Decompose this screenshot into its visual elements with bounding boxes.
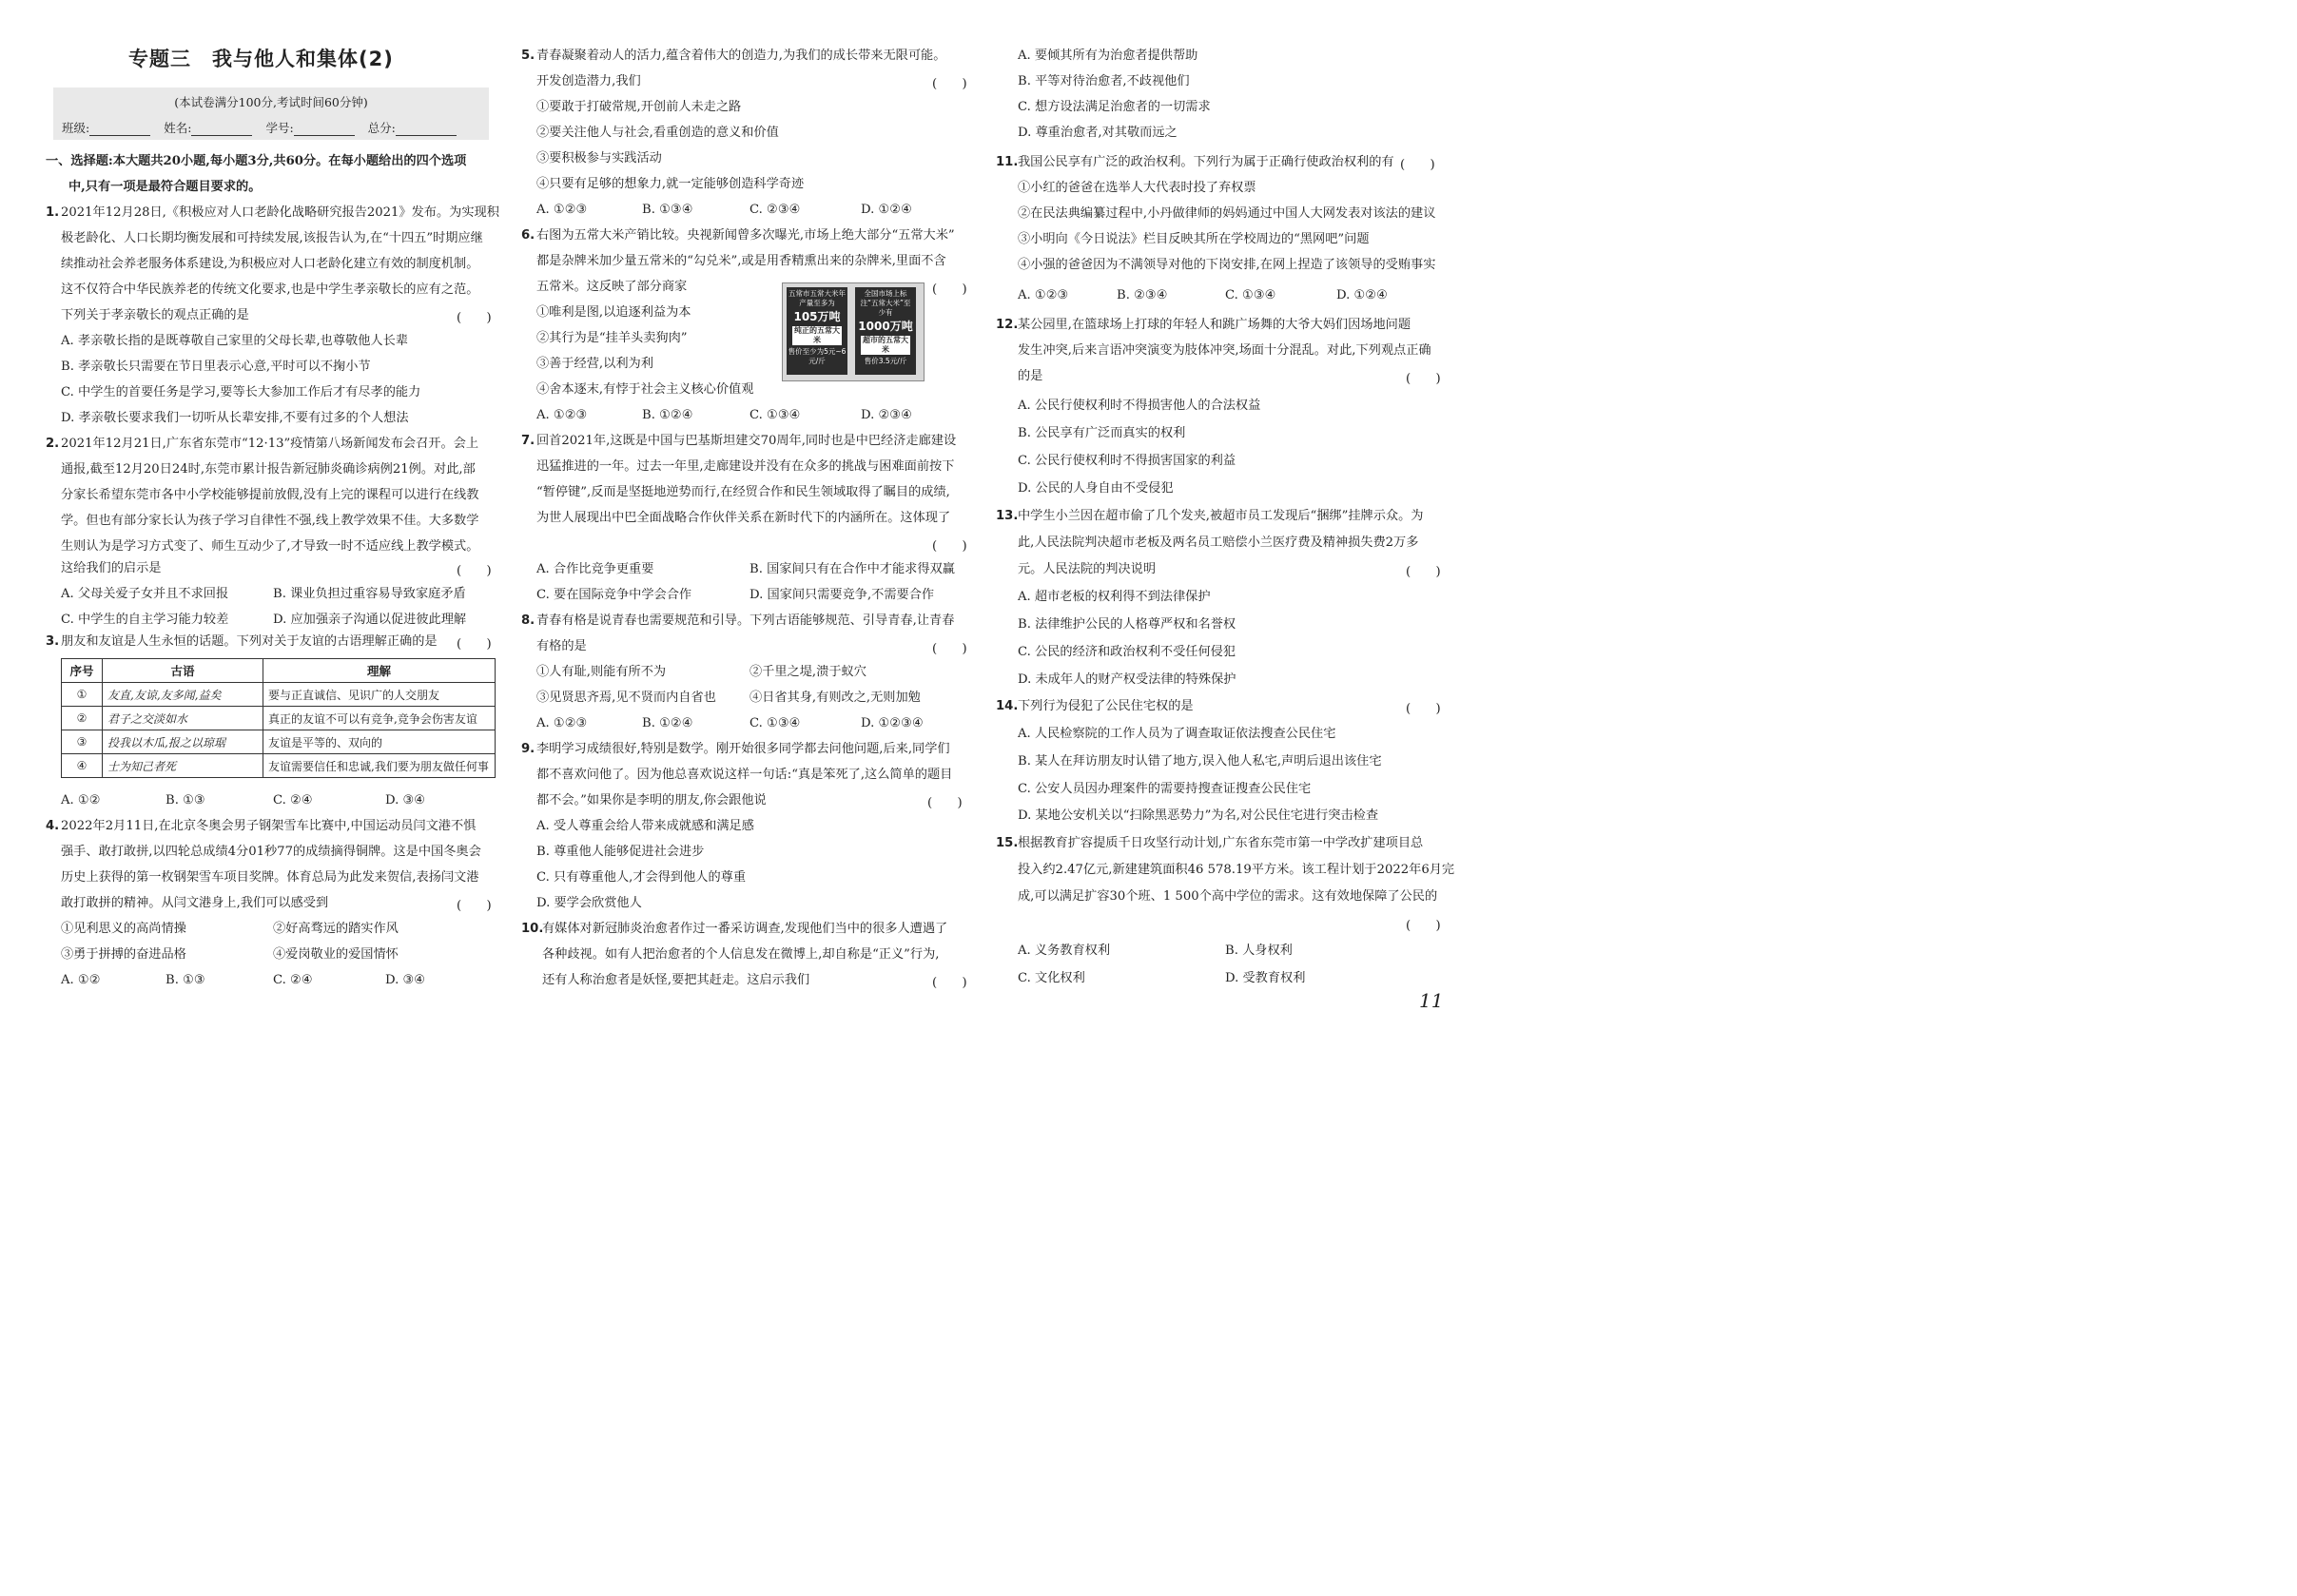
question-stem-line: 有媒体对新冠肺炎治愈者作过一番采访调查,发现他们当中的很多人遭遇了 bbox=[542, 922, 948, 936]
page-title: 专题三 我与他人和集体(2) bbox=[128, 48, 394, 70]
option[interactable]: A. ①②③ bbox=[536, 716, 588, 730]
table-row bbox=[62, 730, 496, 754]
question-stem-line: 青春凝聚着动人的活力,蕴含着伟大的创造力,为我们的成长带来无限可能。 bbox=[536, 49, 946, 63]
question-stem-line: 续推动社会养老服务体系建设,为积极应对人口老龄化建立有效的制度机制。 bbox=[61, 257, 479, 271]
section-heading: 一、选择题:本大题共20小题,每小题3分,共60分。在每小题给出的四个选项 bbox=[46, 154, 467, 168]
option[interactable]: A. 公民行使权利时不得损害他人的合法权益 bbox=[1018, 399, 1261, 413]
figure-right-panel bbox=[855, 287, 916, 375]
question-stem-line: 敢打敢拼的精神。从闫文港身上,我们可以感受到 bbox=[61, 896, 329, 910]
question-number: 2. bbox=[46, 437, 60, 451]
question-stem-line: 下列关于孝亲敬长的观点正确的是 bbox=[61, 308, 249, 322]
statement: ②要关注他人与社会,看重创造的意义和价值 bbox=[536, 126, 779, 140]
answer-blank[interactable]: ( ) bbox=[932, 77, 967, 91]
question-stem-line: 中学生小兰因在超市偷了几个发夹,被超市员工发现后“捆绑”挂牌示众。为 bbox=[1018, 509, 1424, 523]
exam-info-line: (本试卷满分100分,考试时间60分钟) bbox=[174, 95, 368, 109]
question-stem-line: 朋友和友谊是人生永恒的话题。下列对关于友谊的古语理解正确的是 bbox=[61, 634, 438, 649]
table-cell: 真正的友谊不可以有竞争,竞争会伤害友谊 bbox=[263, 707, 496, 730]
rice-comparison-figure bbox=[782, 282, 925, 381]
question-stem-line: 这给我们的启示是 bbox=[61, 561, 162, 575]
question-stem-line: 我国公民享有广泛的政治权利。下列行为属于正确行使政治权利的有 bbox=[1018, 155, 1394, 169]
answer-blank[interactable]: ( ) bbox=[1400, 158, 1435, 172]
table-cell: 君子之交淡如水 bbox=[103, 707, 263, 730]
option[interactable]: A. 义务教育权利 bbox=[1018, 944, 1111, 958]
figure-left-panel bbox=[787, 287, 847, 375]
question-stem-line: “暂停键”,反而是坚挺地逆势而行,在经贸合作和民生领域取得了瞩目的成绩, bbox=[536, 485, 950, 499]
question-stem-line: 这不仅符合中华民族养老的传统文化要求,也是中学生孝亲敬长的应有之范。 bbox=[61, 282, 479, 297]
option[interactable]: D. 受教育权利 bbox=[1225, 971, 1306, 985]
statement: ①唯利是图,以追逐利益为本 bbox=[536, 305, 691, 320]
option[interactable]: A. ①②③ bbox=[1018, 288, 1069, 302]
question-number: 8. bbox=[521, 613, 535, 628]
option[interactable]: B. 尊重他人能够促进社会进步 bbox=[536, 845, 705, 859]
figure-right-price: 售价3.5元/斤 bbox=[864, 357, 907, 365]
question-number: 5. bbox=[521, 49, 535, 63]
option[interactable]: B. ①③④ bbox=[642, 203, 693, 217]
score-blank[interactable] bbox=[396, 123, 457, 136]
question-stem-line: 极老龄化、人口长期均衡发展和可持续发展,该报告认为,在“十四五”时期应继 bbox=[61, 231, 483, 245]
statement: ②好高骛远的踏实作风 bbox=[273, 922, 399, 936]
question-number: 14. bbox=[996, 699, 1019, 713]
question-number: 15. bbox=[996, 836, 1019, 850]
statement: ②在民法典编纂过程中,小丹做律师的妈妈通过中国人大网发表对该法的建议 bbox=[1018, 206, 1436, 221]
answer-blank[interactable]: ( ) bbox=[457, 637, 492, 652]
question-stem-line: 分家长希望东莞市各中小学校能够提前放假,没有上完的课程可以进行在线教 bbox=[61, 488, 479, 502]
answer-blank[interactable]: ( ) bbox=[457, 899, 492, 913]
statement: ③善于经营,以利为利 bbox=[536, 357, 653, 371]
score-label: 总分: bbox=[367, 121, 396, 135]
option[interactable]: B. 法律维护公民的人格尊严权和名誉权 bbox=[1018, 617, 1236, 632]
statement: ④日省其身,有则改之,无则加勉 bbox=[749, 691, 921, 705]
table-header-row bbox=[62, 659, 496, 683]
option[interactable]: B. 某人在拜访朋友时认错了地方,误入他人私宅,声明后退出该住宅 bbox=[1018, 754, 1382, 769]
option[interactable]: C. 只有尊重他人,才会得到他人的尊重 bbox=[536, 870, 747, 885]
class-label: 班级: bbox=[62, 121, 90, 135]
question-stem-line: 历史上获得的第一枚钢架雪车项目奖牌。体育总局为此发来贺信,表扬闫文港 bbox=[61, 870, 479, 885]
answer-blank[interactable]: ( ) bbox=[932, 976, 967, 990]
figure-left-title: 五常市五常大米年产量至多为 bbox=[788, 289, 846, 307]
question-stem-line: 元。人民法院的判决说明 bbox=[1018, 562, 1157, 576]
option[interactable]: C. 公民行使权利时不得损害国家的利益 bbox=[1018, 454, 1236, 468]
question-stem-line: 投入约2.47亿元,新建建筑面积46 578.19平方米。该工程计划于2022年6月完 bbox=[1018, 863, 1455, 877]
option[interactable]: D. 某地公安机关以“扫除黑恶势力”为名,对公民住宅进行突击检查 bbox=[1018, 808, 1379, 823]
section-heading-cont: 中,只有一项是最符合题目要求的。 bbox=[68, 180, 262, 194]
figure-right-title: 全国市场上标注“五常大米”至少有 bbox=[860, 289, 911, 317]
question-number: 11. bbox=[996, 155, 1019, 169]
question-stem-line: 2021年12月21日,广东省东莞市“12·13”疫情第八场新闻发布会召开。会上 bbox=[61, 437, 479, 451]
statement: ②千里之堤,溃于蚁穴 bbox=[749, 665, 866, 679]
question-stem-line: 回首2021年,这既是中国与巴基斯坦建交70周年,同时也是中巴经济走廊建设 bbox=[536, 434, 957, 448]
question-stem-line: 李明学习成绩很好,特别是数学。刚开始很多同学都去问他问题,后来,同学们 bbox=[536, 742, 950, 756]
page-number: 11 bbox=[1419, 989, 1444, 1012]
option[interactable]: A. ①②③ bbox=[536, 408, 588, 422]
option[interactable]: C. ①③④ bbox=[749, 408, 801, 422]
figure-left-value: 105万吨 bbox=[793, 310, 841, 323]
question-stem-line: 学。但也有部分家长认为孩子学习自律性不强,线上教学效果不佳。大多数学 bbox=[61, 514, 479, 528]
statement: ④小强的爸爸因为不满领导对他的下岗安排,在网上捏造了该领导的受贿事实 bbox=[1018, 258, 1436, 272]
figure-left-tag: 纯正的五常大米 bbox=[794, 326, 840, 344]
statement: ②其行为是“挂羊头卖狗肉” bbox=[536, 331, 688, 345]
option[interactable]: A. 父母关爱子女并且不求回报 bbox=[61, 587, 229, 601]
option[interactable]: A. ①② bbox=[61, 973, 101, 987]
statement: ①见利思义的高尚情操 bbox=[61, 922, 186, 936]
question-stem-line: 有格的是 bbox=[536, 639, 587, 653]
column-header: 序号 bbox=[62, 659, 103, 683]
column-header: 理解 bbox=[263, 659, 496, 683]
table-cell: ③ bbox=[62, 730, 103, 754]
figure-right-tag: 超市的五常大米 bbox=[863, 336, 908, 354]
table-cell: 友谊是平等的、双向的 bbox=[263, 730, 496, 754]
option[interactable]: A. 合作比竞争更重要 bbox=[536, 562, 654, 576]
table-row bbox=[62, 683, 496, 707]
question-stem-line: 某公园里,在篮球场上打球的年轻人和跳广场舞的大爷大妈们因场地问题 bbox=[1018, 318, 1411, 332]
option[interactable]: B. 平等对待治愈者,不歧视他们 bbox=[1018, 74, 1190, 88]
option[interactable]: C. ②④ bbox=[273, 793, 313, 808]
option[interactable]: C. 文化权利 bbox=[1018, 971, 1085, 985]
column-header: 古语 bbox=[103, 659, 263, 683]
option[interactable]: D. 应加强亲子沟通以促进彼此理解 bbox=[273, 613, 467, 627]
option[interactable]: C. 想方设法满足治愈者的一切需求 bbox=[1018, 100, 1211, 114]
option[interactable]: A. ①②③ bbox=[536, 203, 588, 217]
option[interactable]: D. 国家间只需要竞争,不需要合作 bbox=[749, 588, 935, 602]
question-stem-line: 开发创造潜力,我们 bbox=[536, 74, 641, 88]
table-cell: 要与正直诚信、见识广的人交朋友 bbox=[263, 683, 496, 707]
friendship-table bbox=[61, 658, 496, 778]
answer-blank[interactable]: ( ) bbox=[1406, 372, 1441, 386]
name-label: 姓名: bbox=[164, 121, 192, 135]
table-cell: ④ bbox=[62, 754, 103, 778]
question-stem-line: 2021年12月28日,《积极应对人口老龄化战略研究报告2021》发布。为实现积 bbox=[61, 205, 499, 220]
option[interactable]: B. ①③ bbox=[165, 793, 205, 808]
statement: ③要积极参与实践活动 bbox=[536, 151, 662, 165]
question-stem-line: 都不喜欢问他了。因为他总喜欢说这样一句话:“真是笨死了,这么简单的题目 bbox=[536, 768, 953, 782]
option[interactable]: C. 中学生的首要任务是学习,要等长大参加工作后才有尽孝的能力 bbox=[61, 385, 421, 399]
option[interactable]: D. ①②④ bbox=[1336, 288, 1388, 302]
table-cell: 士为知己者死 bbox=[103, 754, 263, 778]
option[interactable]: B. 课业负担过重容易导致家庭矛盾 bbox=[273, 587, 466, 601]
answer-blank[interactable]: ( ) bbox=[927, 796, 963, 810]
question-stem-line: 此,人民法院判决超市老板及两名员工赔偿小兰医疗费及精神损失费2万多 bbox=[1018, 535, 1419, 550]
student-info-line bbox=[62, 119, 470, 136]
option[interactable]: A. 要倾其所有为治愈者提供帮助 bbox=[1018, 49, 1198, 63]
option[interactable]: C. 要在国际竞争中学会合作 bbox=[536, 588, 692, 602]
question-stem-line: 生则认为是学习方式变了、师生互动少了,才导致一时不适应线上教学模式。 bbox=[61, 539, 479, 554]
question-number: 13. bbox=[996, 509, 1019, 523]
class-blank[interactable] bbox=[89, 123, 150, 136]
question-stem-line: 各种歧视。如有人把治愈者的个人信息发在微博上,却自称是“正义”行为, bbox=[542, 947, 940, 962]
answer-blank[interactable]: ( ) bbox=[1406, 565, 1441, 579]
option[interactable]: B. 国家间只有在合作中才能求得双赢 bbox=[749, 562, 955, 576]
option[interactable]: D. 尊重治愈者,对其敬而远之 bbox=[1018, 126, 1178, 140]
answer-blank[interactable]: ( ) bbox=[932, 282, 967, 297]
answer-blank[interactable]: ( ) bbox=[932, 642, 967, 656]
statement: ①要敢于打破常规,开创前人未走之路 bbox=[536, 100, 742, 114]
option[interactable]: C. 公民的经济和政治权利不受任何侵犯 bbox=[1018, 645, 1236, 659]
question-stem-line: 还有人称治愈者是妖怪,要把其赶走。这启示我们 bbox=[542, 973, 810, 987]
figure-right-value: 1000万吨 bbox=[858, 320, 913, 333]
question-stem-line: 成,可以满足扩容30个班、1 500个高中学位的需求。这有效地保障了公民的 bbox=[1018, 889, 1438, 904]
table-cell: 友直,友谅,友多闻,益矣 bbox=[103, 683, 263, 707]
option[interactable]: C. 中学生的自主学习能力较差 bbox=[61, 613, 229, 627]
option[interactable]: C. 公安人员因办理案件的需要持搜查证搜查公民住宅 bbox=[1018, 782, 1312, 796]
question-number: 9. bbox=[521, 742, 535, 756]
question-stem-line: 青春有格是说青春也需要规范和引导。下列古语能够规范、引导青春,让青春 bbox=[536, 613, 955, 628]
option[interactable]: B. 人身权利 bbox=[1225, 944, 1293, 958]
table-cell: ② bbox=[62, 707, 103, 730]
option[interactable]: D. ③④ bbox=[385, 793, 426, 808]
option[interactable]: D. ①②③④ bbox=[861, 716, 924, 730]
statement: ④舍本逐末,有悖于社会主义核心价值观 bbox=[536, 382, 754, 397]
statement: ③勇于拼搏的奋进品格 bbox=[61, 947, 186, 962]
statement: ④只要有足够的想象力,就一定能够创造科学奇迹 bbox=[536, 177, 805, 191]
question-stem-line: 的是 bbox=[1018, 369, 1043, 383]
option[interactable]: B. ②③④ bbox=[1117, 288, 1168, 302]
question-stem-line: 下列行为侵犯了公民住宅权的是 bbox=[1018, 699, 1194, 713]
option[interactable]: B. 孝亲敬长只需要在节日里表示心意,平时可以不掬小节 bbox=[61, 360, 371, 374]
option[interactable]: C. ②③④ bbox=[749, 203, 801, 217]
question-number: 6. bbox=[521, 228, 535, 243]
option[interactable]: D. ③④ bbox=[385, 973, 426, 987]
question-stem-line: 迅猛推进的一年。过去一年里,走廊建设并没有在众多的挑战与困难面前按下 bbox=[536, 459, 955, 474]
question-stem-line: 右图为五常大米产销比较。央视新闻曾多次曝光,市场上绝大部分“五常大米” bbox=[536, 228, 955, 243]
option[interactable]: C. ②④ bbox=[273, 973, 313, 987]
table-cell: 友谊需要信任和忠诚,我们要为朋友做任何事 bbox=[263, 754, 496, 778]
question-number: 1. bbox=[46, 205, 60, 220]
option[interactable]: B. ①②④ bbox=[642, 408, 693, 422]
option[interactable]: B. ①②④ bbox=[642, 716, 693, 730]
option[interactable]: D. ①②④ bbox=[861, 203, 912, 217]
option[interactable]: A. 孝亲敬长指的是既尊敬自己家里的父母长辈,也尊敬他人长辈 bbox=[61, 334, 408, 348]
table-row bbox=[62, 754, 496, 778]
answer-blank[interactable]: ( ) bbox=[457, 311, 492, 325]
question-number: 12. bbox=[996, 318, 1019, 332]
option[interactable]: D. 未成年人的财产权受法律的特殊保护 bbox=[1018, 672, 1236, 687]
question-stem-line: 发生冲突,后来言语冲突演变为肢体冲突,场面十分混乱。对此,下列观点正确 bbox=[1018, 343, 1431, 358]
option[interactable]: D. ②③④ bbox=[861, 408, 912, 422]
question-stem-line: 都不会。”如果你是李明的朋友,你会跟他说 bbox=[536, 793, 767, 808]
option[interactable]: A. 超市老板的权利得不到法律保护 bbox=[1018, 590, 1211, 604]
question-stem-line: 五常米。这反映了部分商家 bbox=[536, 280, 688, 294]
table-cell: 投我以木瓜,报之以琼琚 bbox=[103, 730, 263, 754]
answer-blank[interactable]: ( ) bbox=[1406, 702, 1441, 716]
question-stem-line: 强手、敢打敢拼,以四轮总成绩4分01秒77的成绩摘得铜牌。这是中国冬奥会 bbox=[61, 845, 481, 859]
option[interactable]: C. ①③④ bbox=[1225, 288, 1276, 302]
statement: ④爱岗敬业的爱国情怀 bbox=[273, 947, 399, 962]
question-stem-line: 为世人展现出中巴全面战略合作伙伴关系在新时代下的内涵所在。这体现了 bbox=[536, 511, 951, 525]
statement: ③小明向《今日说法》栏目反映其所在学校周边的“黑网吧”问题 bbox=[1018, 232, 1370, 246]
question-stem-line: 2022年2月11日,在北京冬奥会男子钢架雪车比赛中,中国运动员闫文港不惧 bbox=[61, 819, 477, 833]
id-blank[interactable] bbox=[294, 123, 355, 136]
question-number: 7. bbox=[521, 434, 535, 448]
option[interactable]: A. 受人尊重会给人带来成就感和满足感 bbox=[536, 819, 754, 833]
answer-blank[interactable]: ( ) bbox=[457, 564, 492, 578]
option[interactable]: A. 人民检察院的工作人员为了调查取证依法搜查公民住宅 bbox=[1018, 727, 1336, 741]
exam-info-box bbox=[53, 88, 489, 140]
statement: ③见贤思齐焉,见不贤而内自省也 bbox=[536, 691, 716, 705]
table-cell: ① bbox=[62, 683, 103, 707]
question-stem-line: 根据教育扩容提质千日攻坚行动计划,广东省东莞市第一中学改扩建项目总 bbox=[1018, 836, 1424, 850]
name-blank[interactable] bbox=[191, 123, 252, 136]
option[interactable]: D. 公民的人身自由不受侵犯 bbox=[1018, 481, 1174, 496]
option[interactable]: D. 要学会欣赏他人 bbox=[536, 896, 642, 910]
id-label: 学号: bbox=[265, 121, 294, 135]
option[interactable]: B. 公民享有广泛而真实的权利 bbox=[1018, 426, 1186, 440]
question-stem-line: 通报,截至12月20日24时,东莞市累计报告新冠肺炎确诊病例21例。对此,部 bbox=[61, 462, 476, 477]
statement: ①人有耻,则能有所不为 bbox=[536, 665, 667, 679]
table-row bbox=[62, 707, 496, 730]
question-number: 4. bbox=[46, 819, 60, 833]
answer-blank[interactable]: ( ) bbox=[1406, 919, 1441, 933]
question-number: 3. bbox=[46, 634, 60, 649]
question-number: 10. bbox=[521, 922, 544, 936]
option[interactable]: B. ①③ bbox=[165, 973, 205, 987]
question-stem-line: 都是杂牌米加少量五常米的“勾兑米”,或是用香精熏出来的杂牌米,里面不含 bbox=[536, 254, 946, 268]
option[interactable]: C. ①③④ bbox=[749, 716, 801, 730]
option[interactable]: A. ①② bbox=[61, 793, 101, 808]
option[interactable]: D. 孝亲敬长要求我们一切听从长辈安排,不要有过多的个人想法 bbox=[61, 411, 409, 425]
statement: ①小红的爸爸在选举人大代表时投了弃权票 bbox=[1018, 181, 1256, 195]
figure-left-price: 售价至少为5元~6元/斤 bbox=[788, 347, 847, 365]
answer-blank[interactable]: ( ) bbox=[932, 539, 967, 554]
